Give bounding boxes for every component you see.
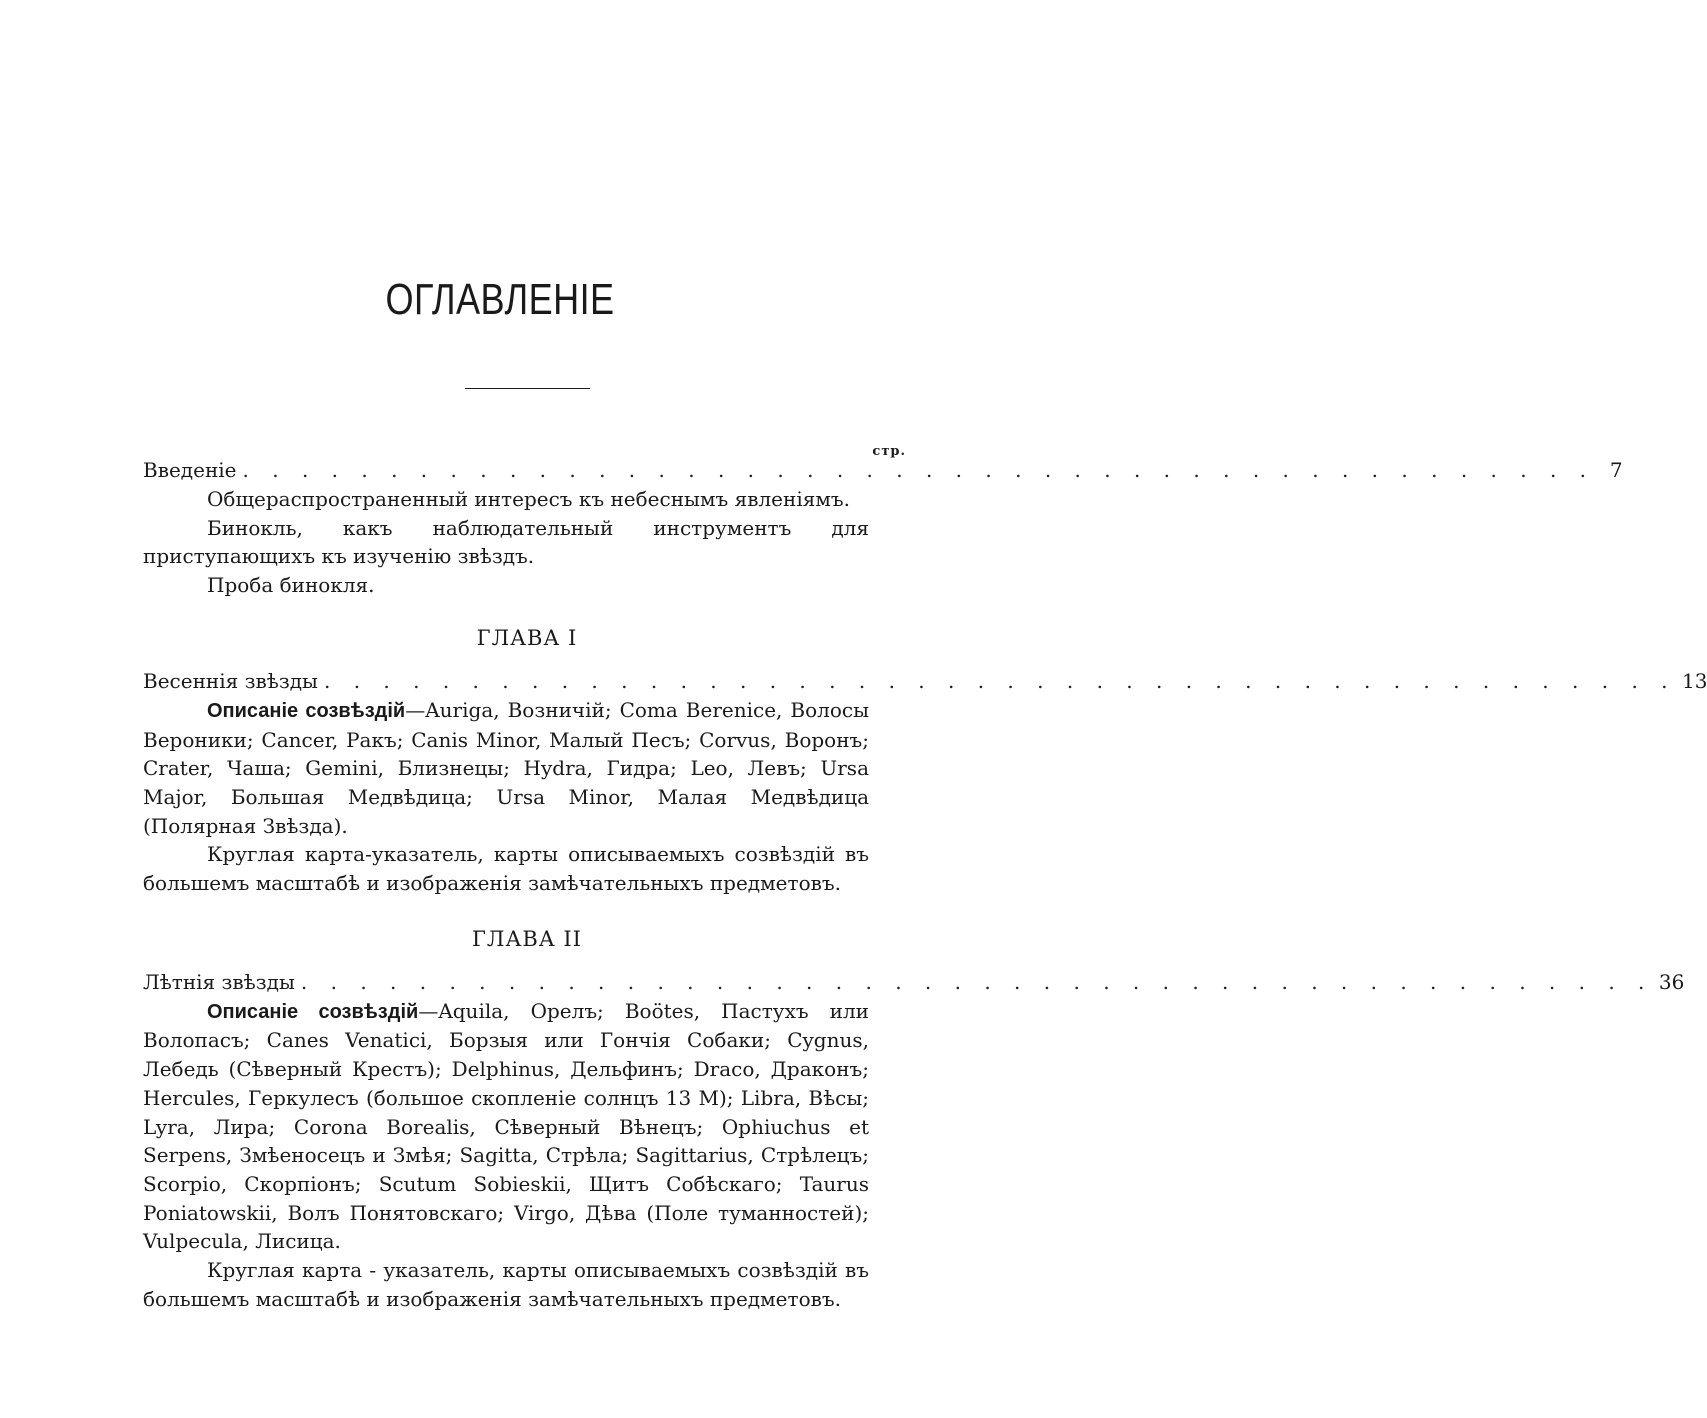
intro-line: Бинокль, какъ наблюдательный инструментъ для приступающихъ къ изученію звѣздъ. <box>143 515 869 569</box>
title-rule <box>465 388 590 389</box>
leader-dots: . . . . . . . . . . . . . . . . . . . . . . . . . . . . . . . . . . . . . . . . . . . . . . <box>323 668 1677 693</box>
chapter-maps: Круглая карта-указатель, карты описываемыхъ созвѣздій въ большемъ масштабѣ и изображенія замѣчательныхъ предметовъ. <box>143 842 869 896</box>
page-column-label: стр. <box>872 444 906 459</box>
toc-page-number: 36 <box>1658 969 1685 994</box>
table-of-contents <box>143 455 1707 1313</box>
toc-entry-intro[interactable] <box>143 455 1623 485</box>
toc-entry-label: Введеніе <box>143 458 237 482</box>
description-heading: Описаніе созвѣздій <box>207 1000 419 1023</box>
leader-dots: . . . . . . . . . . . . . . . . . . . . . . . . . . . . . . . . . . . . . . . . . . . . . . <box>300 969 1653 994</box>
chapter-maps: Круглая карта - указатель, карты описываемыхъ созвѣздій въ большемъ масштабѣ и изображенія замѣчательныхъ предметовъ. <box>143 1258 869 1311</box>
intro-line: Общераспространенный интересъ къ небеснымъ явленіямъ. <box>207 487 850 511</box>
toc-entry-chapter-2[interactable] <box>143 967 1685 997</box>
toc-page-number: 7 <box>1609 458 1623 482</box>
page-title: ОГЛАВЛЕНІЕ <box>385 275 615 324</box>
toc-entry-label: Лѣтнія звѣзды <box>143 969 295 994</box>
chapter-description <box>143 997 869 1256</box>
toc-entry-chapter-1[interactable] <box>143 666 1707 696</box>
chapter-description <box>143 696 869 841</box>
description-heading: Описаніе созвѣздій <box>207 699 406 722</box>
chapter-heading: ГЛАВА II <box>472 926 582 951</box>
chapter-heading: ГЛАВА I <box>476 625 578 650</box>
description-text: —Auriga, Возничій; Coma Berenice, Волосы Вероники; Cancer, Ракъ; Canis Minor, Малый Песъ; Corvus, Воронъ; Crater, Чаша; Gemini, Близнецы; Hydra, Гидра; Leo, Левъ; Ursa Major, Большая Медвѣдица; Ursa Minor, Малая Медвѣдица (Полярная Звѣзда). <box>143 697 869 838</box>
toc-page-number: 13 <box>1682 668 1707 693</box>
intro-line: Проба бинокля. <box>207 573 375 598</box>
leader-dots: . . . . . . . . . . . . . . . . . . . . . . . . . . . . . . . . . . . . . . . . . . . . . . <box>242 458 1595 482</box>
toc-entry-label: Весеннія звѣзды <box>143 668 318 693</box>
description-text: —Aquila, Орелъ; Boötes, Пастухъ или Волопасъ; Canes Venatici, Борзыя или Гончія Собаки; Cygnus, Лебедь (Сѣверный Крестъ); Delphinus, Дельфинъ; Draco, Драконъ; Hercules, Геркулесъ (большое скопленіе солнцъ 13 M); Libra, Вѣсы; Lyra, Лира; Corona Borealis, Сѣверный Вѣнецъ; Ophiuchus et Serpens, Змѣеносецъ и Змѣя; Sagitta, Стрѣла; Sagittarius, Стрѣлецъ; Scorpio, Скорпіонъ; Scutum Sobieskii, Щитъ Собѣскаго; Taurus Poniatowskii, Волъ Понятовскаго; Virgo, Дѣва (Поле туманностей); Vulpecula, Лисица. <box>143 998 870 1254</box>
